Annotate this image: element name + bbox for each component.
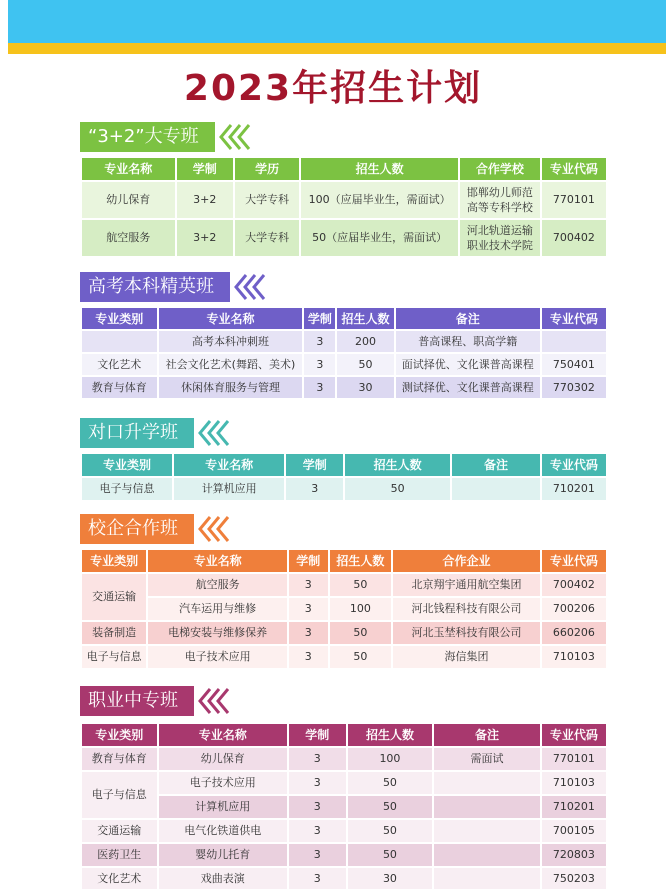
col-header: 备注 — [396, 308, 540, 329]
table-row — [82, 622, 606, 644]
cell: 汽车运用与维修 — [148, 598, 287, 620]
cell: 700206 — [542, 598, 606, 620]
cell: 邯郸幼儿师范 高等专科学校 — [460, 182, 540, 218]
col-header: 学制 — [304, 308, 335, 329]
table-row — [82, 844, 606, 866]
cell: 3 — [289, 772, 346, 794]
cell: 大学专科 — [235, 182, 299, 218]
table-row — [82, 598, 606, 620]
cell: 700402 — [542, 220, 606, 256]
cell: 教育与体育 — [82, 377, 157, 398]
col-header: 学制 — [177, 158, 234, 180]
cell: 720803 — [542, 844, 606, 866]
chevrons-icon — [217, 122, 253, 152]
cell: 50 — [345, 478, 450, 500]
cell — [542, 331, 606, 352]
col-header: 专业代码 — [542, 550, 606, 572]
cell: 3 — [289, 598, 328, 620]
cell: 幼儿保育 — [159, 748, 288, 770]
cell: 50 — [330, 574, 392, 596]
cell: 3 — [304, 331, 335, 352]
cell: 3 — [289, 622, 328, 644]
col-header: 学制 — [286, 454, 343, 476]
cell: 710103 — [542, 772, 606, 794]
cell: 休闲体育服务与管理 — [159, 377, 303, 398]
cell: 30 — [337, 377, 394, 398]
cell: 3 — [289, 646, 328, 668]
cell: 710201 — [542, 796, 606, 818]
table-row — [82, 331, 606, 352]
cell: 50（应届毕业生，需面试） — [301, 220, 458, 256]
section-title: 校企合作班 — [80, 514, 194, 544]
cell: 50 — [348, 844, 433, 866]
section-gaokao — [80, 272, 608, 400]
table-row — [82, 478, 606, 500]
col-header: 专业类别 — [82, 454, 172, 476]
table-row — [82, 182, 606, 218]
table-row — [82, 796, 606, 818]
col-header: 专业代码 — [542, 158, 606, 180]
cell: 770101 — [542, 748, 606, 770]
cell — [434, 772, 539, 794]
col-header: 合作学校 — [460, 158, 540, 180]
cell: 航空服务 — [148, 574, 287, 596]
col-header: 招生人数 — [330, 550, 392, 572]
cell — [434, 796, 539, 818]
cell: 3 — [289, 574, 328, 596]
cell: 河北钱程科技有限公司 — [393, 598, 539, 620]
cell: 3+2 — [177, 220, 234, 256]
col-header: 学制 — [289, 724, 346, 746]
cell: 婴幼儿托育 — [159, 844, 288, 866]
cell: 3 — [304, 354, 335, 375]
col-header: 专业代码 — [542, 454, 606, 476]
cell: 文化艺术 — [82, 354, 157, 375]
cell: 3 — [289, 748, 346, 770]
col-header: 招生人数 — [337, 308, 394, 329]
group-cell: 装备制造 — [82, 622, 146, 644]
group-cell: 交通运输 — [82, 574, 146, 620]
col-header: 专业名称 — [148, 550, 287, 572]
group-cell: 电子与信息 — [82, 772, 157, 818]
cell: 3+2 — [177, 182, 234, 218]
top-yellow-band — [8, 43, 666, 54]
col-header: 备注 — [434, 724, 539, 746]
cell: 3 — [289, 796, 346, 818]
cell: 电梯安装与维修保养 — [148, 622, 287, 644]
cell: 200 — [337, 331, 394, 352]
col-header: 招生人数 — [301, 158, 458, 180]
cell — [82, 331, 157, 352]
cell: 社会文化艺术(舞蹈、美术) — [159, 354, 303, 375]
cell: 50 — [348, 820, 433, 842]
cell: 航空服务 — [82, 220, 175, 256]
cell: 电子技术应用 — [159, 772, 288, 794]
col-header: 专业类别 — [82, 550, 146, 572]
cell: 50 — [348, 796, 433, 818]
cell: 海信集团 — [393, 646, 539, 668]
col-header: 学历 — [235, 158, 299, 180]
cell: 50 — [348, 772, 433, 794]
top-blue-band — [8, 0, 666, 43]
col-header: 专业名称 — [159, 308, 303, 329]
chevrons-icon — [232, 272, 268, 302]
cell: 戏曲表演 — [159, 868, 288, 889]
cell: 710201 — [542, 478, 606, 500]
cell: 50 — [330, 646, 392, 668]
chevrons-icon — [196, 514, 232, 544]
cell: 100 — [348, 748, 433, 770]
cell: 普高课程、职高学籍 — [396, 331, 540, 352]
section-duikou — [80, 418, 608, 502]
cell: 710103 — [542, 646, 606, 668]
col-header: 专业名称 — [159, 724, 288, 746]
table-3plus2 — [80, 156, 608, 258]
table-row — [82, 574, 606, 596]
group-cell: 医药卫生 — [82, 844, 157, 866]
section-zhiye — [80, 686, 608, 889]
cell: 700402 — [542, 574, 606, 596]
cell: 50 — [330, 622, 392, 644]
cell: 河北轨道运输 职业技术学院 — [460, 220, 540, 256]
col-header: 招生人数 — [348, 724, 433, 746]
cell: 幼儿保育 — [82, 182, 175, 218]
cell: 700105 — [542, 820, 606, 842]
cell: 50 — [337, 354, 394, 375]
cell: 计算机应用 — [159, 796, 288, 818]
col-header: 备注 — [452, 454, 539, 476]
section-xiaoqi — [80, 514, 608, 670]
cell: 测试择优、文化课普高课程 — [396, 377, 540, 398]
table-row — [82, 646, 606, 668]
cell: 电气化铁道供电 — [159, 820, 288, 842]
section-title: 高考本科精英班 — [80, 272, 230, 302]
cell: 面试择优、文化课普高课程 — [396, 354, 540, 375]
table-row — [82, 820, 606, 842]
cell: 河北玉埜科技有限公司 — [393, 622, 539, 644]
cell — [434, 844, 539, 866]
cell: 770101 — [542, 182, 606, 218]
page-title: 2023年招生计划 — [183, 68, 483, 109]
cell — [434, 868, 539, 889]
col-header: 专业代码 — [542, 724, 606, 746]
cell: 电子与信息 — [82, 478, 172, 500]
col-header: 合作企业 — [393, 550, 539, 572]
cell: 北京翔宇通用航空集团 — [393, 574, 539, 596]
cell — [452, 478, 539, 500]
cell: 100 — [330, 598, 392, 620]
table-row — [82, 354, 606, 375]
cell: 750401 — [542, 354, 606, 375]
cell: 大学专科 — [235, 220, 299, 256]
chevrons-icon — [196, 418, 232, 448]
table-row — [82, 377, 606, 398]
group-cell: 教育与体育 — [82, 748, 157, 770]
group-cell: 电子与信息 — [82, 646, 146, 668]
col-header: 学制 — [289, 550, 328, 572]
col-header: 专业名称 — [82, 158, 175, 180]
cell: 100（应届毕业生，需面试） — [301, 182, 458, 218]
section-title: 对口升学班 — [80, 418, 194, 448]
col-header: 专业类别 — [82, 724, 157, 746]
cell — [434, 820, 539, 842]
cell: 770302 — [542, 377, 606, 398]
group-cell: 文化艺术 — [82, 868, 157, 889]
table-row — [82, 772, 606, 794]
table-gaokao — [80, 306, 608, 400]
cell: 高考本科冲刺班 — [159, 331, 303, 352]
cell: 3 — [289, 844, 346, 866]
cell: 电子技术应用 — [148, 646, 287, 668]
chevrons-icon — [196, 686, 232, 716]
cell: 计算机应用 — [174, 478, 285, 500]
table-zhiye — [80, 722, 608, 889]
table-duikou — [80, 452, 608, 502]
cell: 3 — [289, 820, 346, 842]
col-header: 专业类别 — [82, 308, 157, 329]
cell: 3 — [286, 478, 343, 500]
cell: 750203 — [542, 868, 606, 889]
section-title: 职业中专班 — [80, 686, 194, 716]
cell: 660206 — [542, 622, 606, 644]
section-3plus2 — [80, 122, 608, 258]
cell: 3 — [304, 377, 335, 398]
table-row — [82, 220, 606, 256]
table-xiaoqi — [80, 548, 608, 670]
col-header: 专业代码 — [542, 308, 606, 329]
table-row — [82, 748, 606, 770]
section-title: “3+2”大专班 — [80, 122, 215, 152]
col-header: 专业名称 — [174, 454, 285, 476]
cell: 需面试 — [434, 748, 539, 770]
table-row — [82, 868, 606, 889]
cell: 3 — [289, 868, 346, 889]
cell: 30 — [348, 868, 433, 889]
col-header: 招生人数 — [345, 454, 450, 476]
group-cell: 交通运输 — [82, 820, 157, 842]
